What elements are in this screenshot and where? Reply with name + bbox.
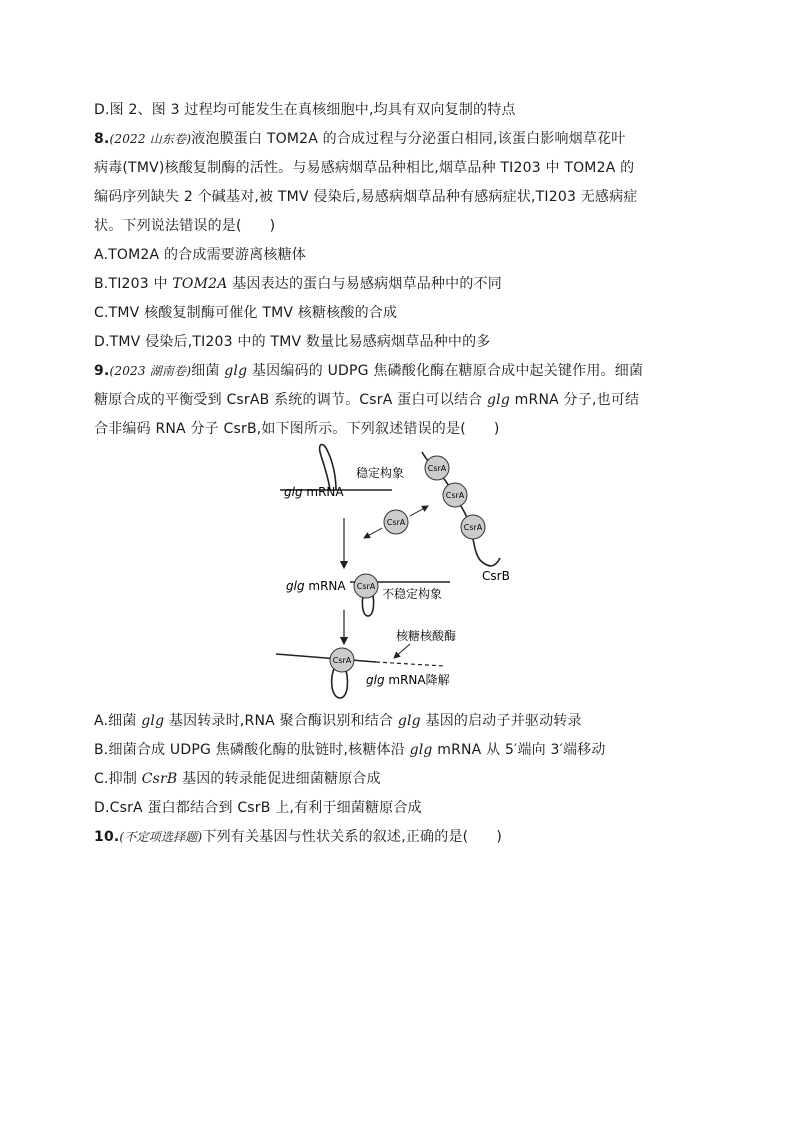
q7-option-d: D.图 2、图 3 过程均可能发生在真核细胞中,均具有双向复制的特点 — [94, 102, 516, 118]
ribonuclease-arrow — [394, 644, 410, 658]
q10-source: (不定项选择题) — [119, 830, 203, 844]
csrab-diagram — [270, 440, 530, 710]
q9-source: (2023 湖南卷) — [109, 364, 192, 378]
q8-option-c: C.TMV 核酸复制酶可催化 TMV 核糖核酸的合成 — [94, 305, 398, 321]
q8-option-a: A.TOM2A 的合成需要游离核糖体 — [94, 247, 306, 263]
free-csra — [384, 510, 408, 534]
arrow-to-mrna — [364, 528, 382, 538]
svg-text:CsrA: CsrA — [445, 491, 465, 500]
q10-number: 10 — [94, 829, 114, 845]
q9-stem-line-3: 合非编码 RNA 分子 CsrB,如下图所示。下列叙述错误的是( ) — [94, 421, 500, 437]
q10-stem: 10.(不定项选择题)下列有关基因与性状关系的叙述,正确的是( ) — [94, 829, 502, 845]
svg-text:CsrA: CsrA — [427, 464, 447, 473]
q9-option-d: D.CsrA 蛋白都结合到 CsrB 上,有利于细菌糖原合成 — [94, 800, 422, 816]
stable-conformation-label: 稳定构象 — [356, 466, 405, 480]
q9-option-c: C.抑制 CsrB 基因的转录能促进细菌糖原合成 — [94, 771, 381, 787]
svg-text:CsrA: CsrA — [386, 518, 406, 527]
arrow-to-csrb — [410, 506, 428, 516]
q9-option-b: B.细菌合成 UDPG 焦磷酸化酶的肽链时,核糖体沿 glg mRNA 从 5′端向 3′端移动 — [94, 742, 606, 758]
q8-stem-line-3: 编码序列缺失 2 个碱基对,被 TMV 侵染后,易感病烟草品种有感病症状,TI203 无感病症 — [94, 189, 638, 205]
q8-stem-line-4: 状。下列说法错误的是( ) — [94, 218, 276, 234]
svg-text:CsrA: CsrA — [332, 656, 352, 665]
q8-option-d: D.TMV 侵染后,TI203 中的 TMV 数量比易感病烟草品种中的多 — [94, 334, 491, 350]
q9-number: 9 — [94, 363, 104, 379]
q9-stem-line-1: 9.(2023 湖南卷)细菌 glg 基因编码的 UDPG 焦磷酸化酶在糖原合成中起关键作用。细菌 — [94, 363, 644, 379]
mrna-degradation-label: glg mRNA降解 — [366, 673, 450, 687]
csra-on-csrb-2 — [443, 483, 467, 507]
q8-stem-line-2: 病毒(TMV)核酸复制酶的活性。与易感病烟草品种相比,烟草品种 TI203 中 TOM2A 的 — [94, 160, 635, 176]
q9-option-a: A.细菌 glg 基因转录时,RNA 聚合酶识别和结合 glg 基因的启动子并驱动转录 — [94, 713, 582, 729]
unstable-conformation-label: 不稳定构象 — [382, 587, 443, 601]
csra-on-csrb-3 — [461, 515, 485, 539]
q8-source: (2022 山东卷) — [109, 132, 192, 146]
q8-number: 8 — [94, 131, 104, 147]
svg-text:CsrA: CsrA — [356, 582, 376, 591]
ribonuclease-label: 核糖核酸酶 — [396, 629, 457, 643]
q8-stem-line-1: 8.(2022 山东卷)液泡膜蛋白 TOM2A 的合成过程与分泌蛋白相同,该蛋白影响烟草花叶 — [94, 131, 626, 147]
glg-mrna-label-1: glg mRNA — [284, 485, 344, 499]
glg-mrna-label-2: glg mRNA — [286, 579, 346, 593]
q9-stem-line-2: 糖原合成的平衡受到 CsrAB 系统的调节。CsrA 蛋白可以结合 glg mRNA 分子,也可结 — [94, 392, 640, 408]
csrb-label: CsrB — [482, 569, 510, 583]
csra-on-csrb-1 — [425, 456, 449, 480]
q8-option-b: B.TI203 中 TOM2A 基因表达的蛋白与易感病烟草品种中的不同 — [94, 276, 502, 292]
svg-text:CsrA: CsrA — [463, 523, 483, 532]
